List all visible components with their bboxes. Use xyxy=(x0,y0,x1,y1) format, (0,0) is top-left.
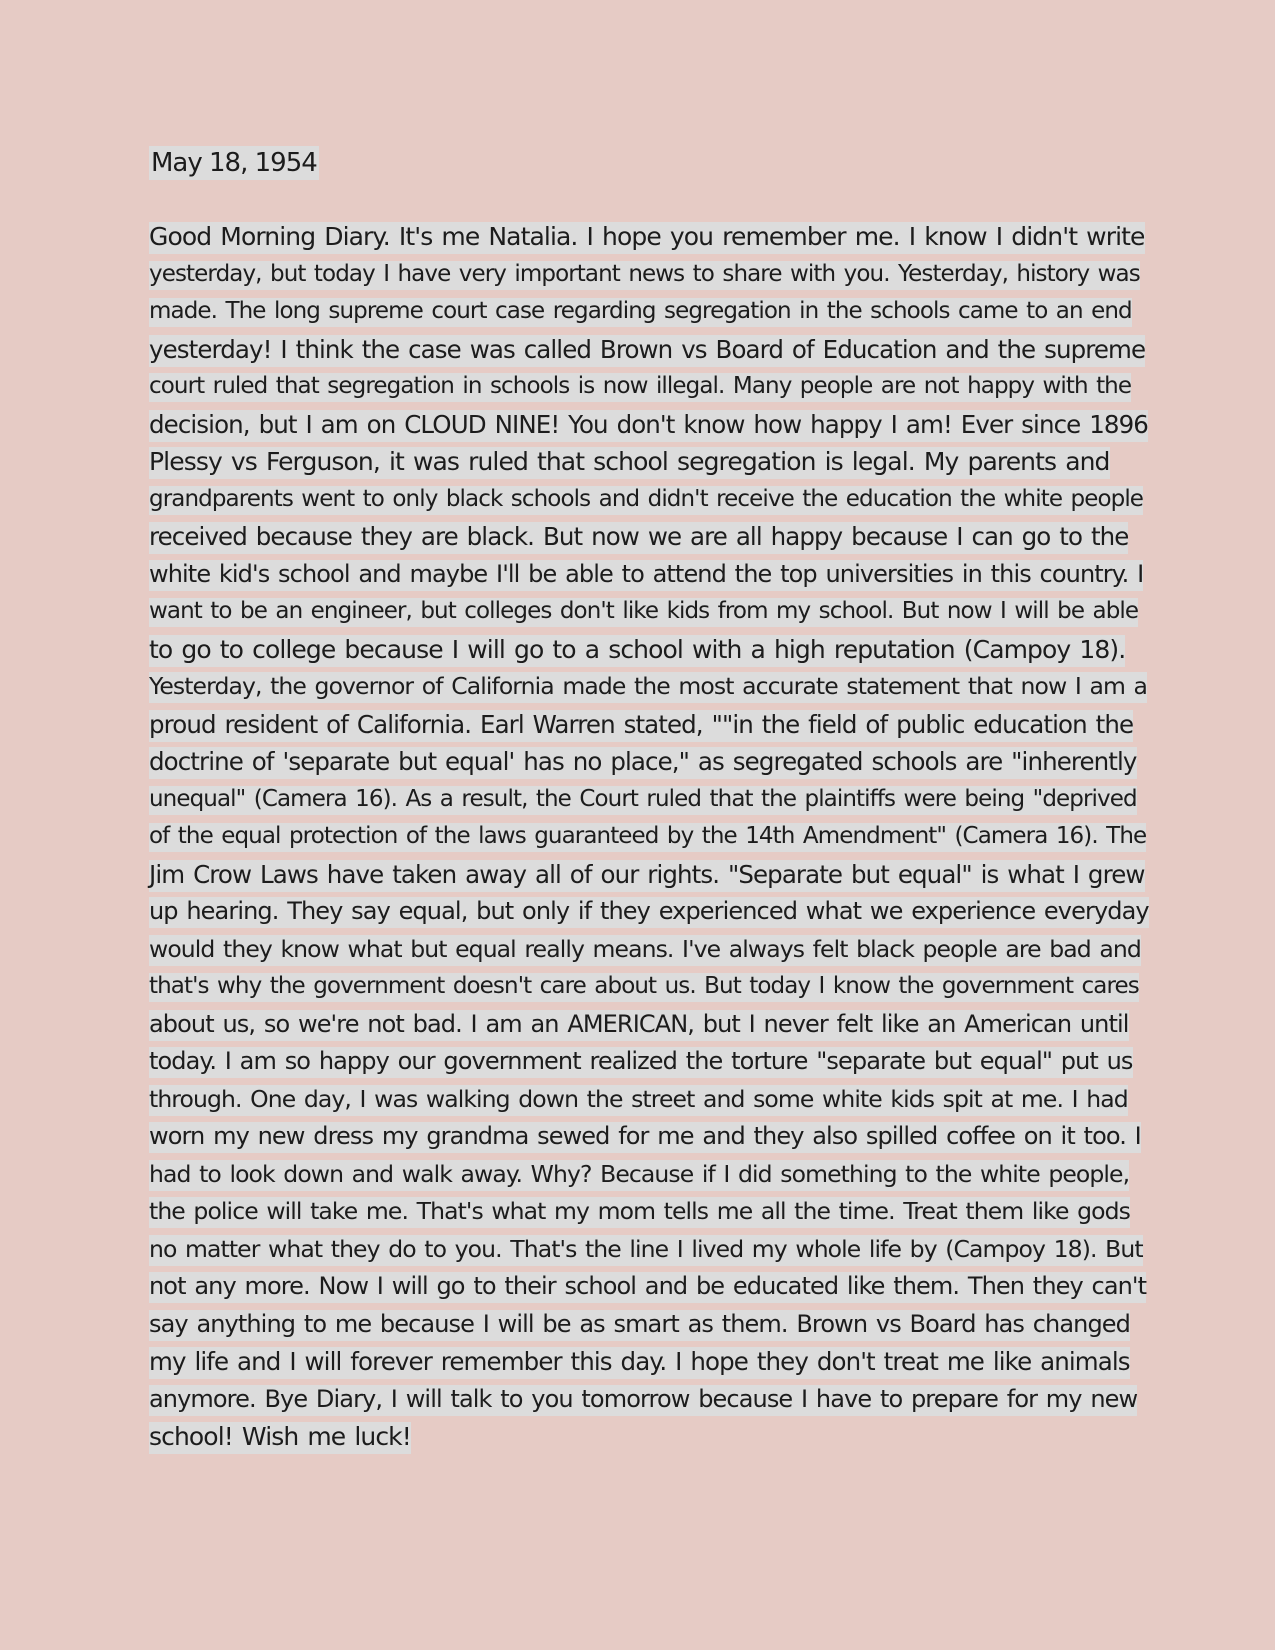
diary-line: grandparents went to only black schools and didn't receive the education the white people xyxy=(149,485,1144,512)
diary-line: of the equal protection of the laws guaranteed by the 14th Amendment" (Camera 16). The xyxy=(149,823,1147,849)
diary-line: school! Wish me luck! xyxy=(149,1422,411,1451)
diary-line: no matter what they do to you. That's the line I lived my whole life by (Campoy 18). But xyxy=(149,1234,1143,1263)
diary-line: yesterday, but today I have very important news to share with you. Yesterday, history was xyxy=(149,260,1140,287)
diary-line: that's why the government doesn't care about us. But today I know the government cares xyxy=(149,973,1139,999)
diary-line: had to look down and walk away. Why? Because if I did something to the white people, xyxy=(149,1159,1130,1188)
diary-line: court ruled that segregation in schools is now illegal. Many people are not happy with the xyxy=(149,373,1132,399)
diary-line: say anything to me because I will be as smart as them. Brown vs Board has changed xyxy=(149,1309,1130,1338)
diary-line: want to be an engineer, but colleges don't like kids from my school. But now I will be able xyxy=(149,598,1139,624)
diary-line: unequal" (Camera 16). As a result, the Court ruled that the plaintiffs were being "deprived xyxy=(149,785,1137,812)
diary-line: Jim Crow Laws have taken away all of our rights. "Separate but equal" is what I grew xyxy=(149,859,1145,889)
diary-line: decision, but I am on CLOUD NINE! You don't know how happy I am! Ever since 1896 xyxy=(149,409,1148,439)
diary-page xyxy=(149,146,1149,1456)
diary-line: would they know what but equal really means. I've always felt black people are bad and xyxy=(149,934,1141,963)
diary-line: not any more. Now I will go to their school and be educated like them. Then they can't xyxy=(149,1272,1147,1300)
diary-line: the police will take me. That's what my mom tells me all the time. Treat them like gods xyxy=(149,1197,1130,1225)
diary-line: Plessy vs Ferguson, it was ruled that school segregation is legal. My parents and xyxy=(149,447,1110,476)
diary-line: worn my new dress my grandma sewed for me and they also spilled coffee on it too. I xyxy=(149,1122,1141,1150)
diary-line: doctrine of 'separate but equal' has no place," as segregated schools are "inherently xyxy=(149,747,1137,776)
diary-line: today. I am so happy our government realized the torture "separate but equal" put us xyxy=(149,1047,1133,1075)
diary-line: made. The long supreme court case regarding segregation in the schools came to an end xyxy=(149,298,1132,324)
diary-line: about us, so we're not bad. I am an AMERICAN, but I never felt like an American until xyxy=(149,1009,1129,1038)
diary-line: yesterday! I think the case was called Brown vs Board of Education and the supreme xyxy=(149,334,1146,364)
diary-line: anymore. Bye Diary, I will talk to you tomorrow because I have to prepare for my new xyxy=(149,1384,1138,1413)
diary-line: Good Morning Diary. It's me Natalia. I hope you remember me. I know I didn't write xyxy=(149,222,1145,251)
diary-date: May 18, 1954 xyxy=(151,148,317,178)
diary-line: through. One day, I was walking down the street and some white kids spit at me. I had xyxy=(149,1084,1128,1113)
diary-line: my life and I will forever remember this day. I hope they don't treat me like animals xyxy=(149,1347,1130,1376)
diary-line: up hearing. They say equal, but only if they experienced what we experience everyday xyxy=(149,897,1149,925)
diary-line: white kid's school and maybe I'll be able to attend the top universities in this country. I xyxy=(149,559,1144,588)
diary-line: proud resident of California. Earl Warren stated, ""in the field of public education the xyxy=(149,709,1134,739)
diary-line: Yesterday, the governor of California made the most accurate statement that now I am a xyxy=(149,672,1148,700)
diary-line: received because they are black. But now we are all happy because I can go to the xyxy=(149,522,1129,551)
diary-line: to go to college because I will go to a school with a high reputation (Campoy 18). xyxy=(149,634,1126,664)
diary-entry-body xyxy=(149,218,1149,1456)
